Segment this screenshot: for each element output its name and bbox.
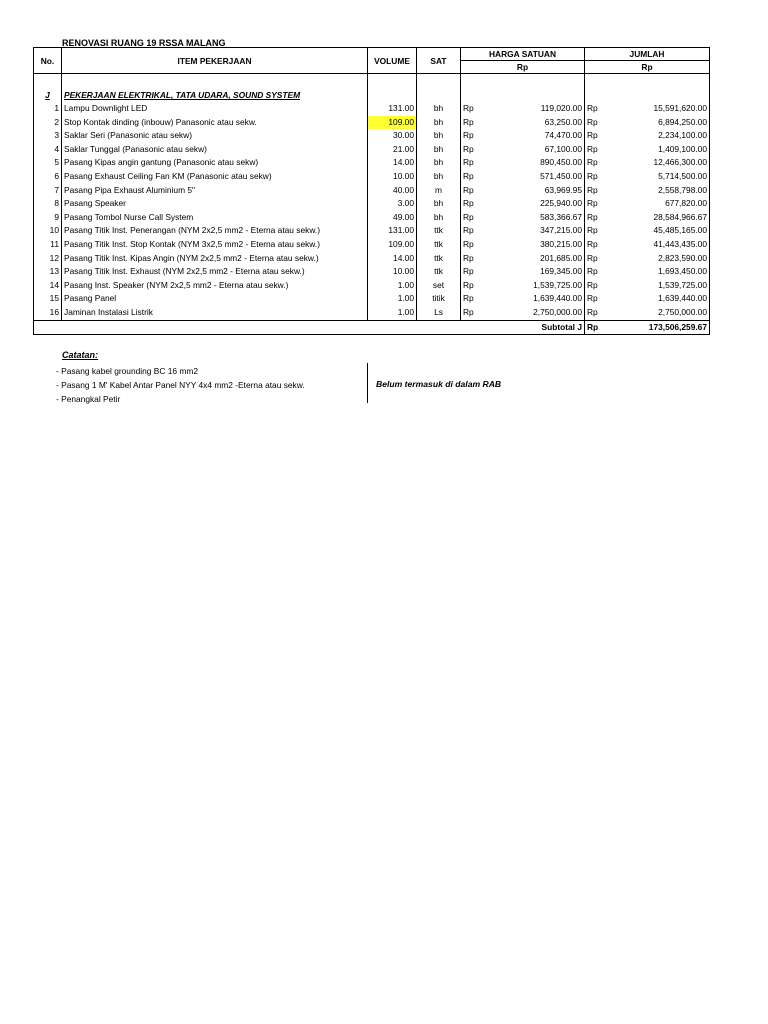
item-sat: ttk bbox=[417, 238, 461, 252]
table-row bbox=[34, 252, 710, 266]
item-volume: 109.00 bbox=[368, 238, 417, 252]
item-name: Pasang Titik Inst. Exhaust (NYM 2x2,5 mm2 - Eterna atau sekw.) bbox=[62, 265, 368, 279]
table-row bbox=[34, 238, 710, 252]
item-name: Pasang Titik Inst. Penerangan (NYM 2x2,5 mm2 - Eterna atau sekw.) bbox=[62, 224, 368, 238]
rab-table bbox=[33, 47, 710, 335]
total-currency: Rp bbox=[587, 116, 598, 127]
item-price: 119,020.00 bbox=[475, 102, 585, 116]
item-name: Pasang Titik Inst. Kipas Angin (NYM 2x2,5 mm2 - Eterna atau sekw.) bbox=[62, 252, 368, 266]
notes-divider bbox=[367, 363, 368, 403]
item-name: Pasang Pipa Exhaust Aluminium 5" bbox=[62, 184, 368, 198]
item-volume: 1.00 bbox=[368, 279, 417, 293]
item-sat: ttk bbox=[417, 224, 461, 238]
item-price: 1,639,440.00 bbox=[475, 292, 585, 306]
table-row bbox=[34, 156, 710, 170]
price-currency: Rp bbox=[463, 293, 474, 304]
item-price: 201,685.00 bbox=[475, 252, 585, 266]
item-no: 15 bbox=[34, 292, 62, 306]
item-total: 45,485,165.00 bbox=[599, 224, 710, 238]
total-currency: Rp bbox=[587, 252, 598, 263]
header-jumlah-rp: Rp bbox=[585, 61, 710, 74]
item-sat: bh bbox=[417, 102, 461, 116]
header-harga-satuan: HARGA SATUAN bbox=[461, 48, 585, 61]
item-no: 8 bbox=[34, 197, 62, 211]
item-sat: bh bbox=[417, 197, 461, 211]
total-currency: Rp bbox=[587, 143, 598, 154]
item-volume: 21.00 bbox=[368, 143, 417, 157]
item-price: 347,215.00 bbox=[475, 224, 585, 238]
price-currency: Rp bbox=[463, 225, 474, 236]
item-volume: 30.00 bbox=[368, 129, 417, 143]
total-currency: Rp bbox=[587, 279, 598, 290]
subtotal-currency: Rp bbox=[585, 320, 599, 334]
total-currency: Rp bbox=[587, 225, 598, 236]
total-currency: Rp bbox=[587, 266, 598, 277]
item-price: 890,450.00 bbox=[475, 156, 585, 170]
price-currency: Rp bbox=[463, 252, 474, 263]
header-sat: SAT bbox=[417, 48, 461, 74]
item-total: 1,693,450.00 bbox=[599, 265, 710, 279]
table-row bbox=[34, 143, 710, 157]
table-row bbox=[34, 211, 710, 225]
item-sat: set bbox=[417, 279, 461, 293]
item-volume: 131.00 bbox=[368, 102, 417, 116]
price-currency: Rp bbox=[463, 157, 474, 168]
total-currency: Rp bbox=[587, 157, 598, 168]
table-row bbox=[34, 279, 710, 293]
item-no: 7 bbox=[34, 184, 62, 198]
subtotal-row bbox=[34, 320, 710, 334]
item-price: 1,539,725.00 bbox=[475, 279, 585, 293]
header-item: ITEM PEKERJAAN bbox=[62, 48, 368, 74]
notes-title: Catatan: bbox=[62, 350, 99, 360]
item-no: 13 bbox=[34, 265, 62, 279]
price-currency: Rp bbox=[463, 198, 474, 209]
table-row bbox=[34, 184, 710, 198]
rab-body bbox=[34, 74, 710, 335]
total-currency: Rp bbox=[587, 130, 598, 141]
item-total: 2,823,590.00 bbox=[599, 252, 710, 266]
item-name: Stop Kontak dinding (inbouw) Panasonic atau sekw. bbox=[62, 116, 368, 130]
table-row bbox=[34, 170, 710, 184]
price-currency: Rp bbox=[463, 170, 474, 181]
item-name: Saklar Tunggal (Panasonic atau sekw) bbox=[62, 143, 368, 157]
item-no: 6 bbox=[34, 170, 62, 184]
item-sat: bh bbox=[417, 143, 461, 157]
item-price: 2,750,000.00 bbox=[475, 306, 585, 320]
price-currency: Rp bbox=[463, 238, 474, 249]
item-total: 28,584,966.67 bbox=[599, 211, 710, 225]
item-name: Saklar Seri (Panasonic atau sekw) bbox=[62, 129, 368, 143]
item-no: 12 bbox=[34, 252, 62, 266]
item-total: 1,639,440.00 bbox=[599, 292, 710, 306]
item-volume: 109.00 bbox=[368, 116, 417, 130]
item-price: 67,100.00 bbox=[475, 143, 585, 157]
price-currency: Rp bbox=[461, 306, 475, 320]
price-currency: Rp bbox=[463, 279, 474, 290]
item-volume: 1.00 bbox=[368, 306, 417, 320]
table-row bbox=[34, 224, 710, 238]
item-price: 169,345.00 bbox=[475, 265, 585, 279]
item-total: 2,750,000.00 bbox=[599, 306, 710, 320]
total-currency: Rp bbox=[587, 238, 598, 249]
item-no: 10 bbox=[34, 224, 62, 238]
total-currency: Rp bbox=[587, 293, 598, 304]
total-currency: Rp bbox=[585, 306, 599, 320]
item-sat: m bbox=[417, 184, 461, 198]
item-total: 41,443,435.00 bbox=[599, 238, 710, 252]
notes bbox=[56, 350, 305, 406]
item-no: 16 bbox=[34, 306, 62, 320]
item-no: 14 bbox=[34, 279, 62, 293]
price-currency: Rp bbox=[463, 266, 474, 277]
item-total: 5,714,500.00 bbox=[599, 170, 710, 184]
item-volume: 14.00 bbox=[368, 252, 417, 266]
item-no: 2 bbox=[34, 116, 62, 130]
price-currency: Rp bbox=[463, 143, 474, 154]
table-row bbox=[34, 102, 710, 116]
item-volume: 1.00 bbox=[368, 292, 417, 306]
total-currency: Rp bbox=[587, 103, 598, 113]
price-currency: Rp bbox=[463, 116, 474, 127]
price-currency: Rp bbox=[463, 184, 474, 195]
item-total: 2,234,100.00 bbox=[599, 129, 710, 143]
item-sat: bh bbox=[417, 156, 461, 170]
section-row bbox=[34, 88, 710, 102]
item-sat: ttk bbox=[417, 252, 461, 266]
item-sat: titik bbox=[417, 292, 461, 306]
item-total: 677,820.00 bbox=[599, 197, 710, 211]
item-no: 3 bbox=[34, 129, 62, 143]
header-no: No. bbox=[34, 48, 62, 74]
table-row bbox=[34, 265, 710, 279]
notes-remark: Belum termasuk di dalam RAB bbox=[376, 379, 502, 389]
section-code: J bbox=[34, 88, 62, 102]
item-volume: 10.00 bbox=[368, 170, 417, 184]
item-name: Pasang Kipas angin gantung (Panasonic atau sekw) bbox=[62, 156, 368, 170]
header-harga-rp: Rp bbox=[461, 61, 585, 74]
item-price: 583,366.67 bbox=[475, 211, 585, 225]
item-name: Pasang Tombol Nurse Call System bbox=[62, 211, 368, 225]
item-name: Pasang Inst. Speaker (NYM 2x2,5 mm2 - Eterna atau sekw.) bbox=[62, 279, 368, 293]
item-sat: bh bbox=[417, 170, 461, 184]
table-row bbox=[34, 306, 710, 320]
item-sat: Ls bbox=[417, 306, 461, 320]
item-price: 63,250.00 bbox=[475, 116, 585, 130]
item-price: 380,215.00 bbox=[475, 238, 585, 252]
item-price: 63,969.95 bbox=[475, 184, 585, 198]
total-currency: Rp bbox=[587, 211, 598, 222]
section-label: PEKERJAAN ELEKTRIKAL, TATA UDARA, SOUND SYSTEM bbox=[62, 88, 368, 102]
item-no: 5 bbox=[34, 156, 62, 170]
item-total: 1,539,725.00 bbox=[599, 279, 710, 293]
item-no: 11 bbox=[34, 238, 62, 252]
item-total: 1,409,100.00 bbox=[599, 143, 710, 157]
table-row bbox=[34, 116, 710, 130]
note-item: - Penangkal Petir bbox=[56, 394, 121, 404]
item-total: 6,894,250.00 bbox=[599, 116, 710, 130]
item-volume: 3.00 bbox=[368, 197, 417, 211]
price-currency: Rp bbox=[463, 130, 474, 141]
total-currency: Rp bbox=[587, 170, 598, 181]
table-row bbox=[34, 129, 710, 143]
subtotal-label: Subtotal J bbox=[34, 320, 585, 334]
item-sat: bh bbox=[417, 129, 461, 143]
item-sat: bh bbox=[417, 116, 461, 130]
document-title: RENOVASI RUANG 19 RSSA MALANG bbox=[62, 38, 226, 48]
item-sat: ttk bbox=[417, 265, 461, 279]
total-currency: Rp bbox=[587, 184, 598, 195]
item-price: 225,940.00 bbox=[475, 197, 585, 211]
item-volume: 40.00 bbox=[368, 184, 417, 198]
price-currency: Rp bbox=[463, 103, 474, 113]
header-jumlah: JUMLAH bbox=[585, 48, 710, 61]
item-name: Pasang Titik Inst. Stop Kontak (NYM 3x2,5 mm2 - Eterna atau sekw.) bbox=[62, 238, 368, 252]
item-volume: 10.00 bbox=[368, 265, 417, 279]
subtotal-value: 173,506,259.67 bbox=[599, 320, 710, 334]
note-item: - Pasang 1 M' Kabel Antar Panel NYY 4x4 mm2 -Eterna atau sekw. bbox=[56, 380, 305, 390]
table-row bbox=[34, 292, 710, 306]
header-volume: VOLUME bbox=[368, 48, 417, 74]
item-volume: 49.00 bbox=[368, 211, 417, 225]
item-name: Pasang Exhaust Ceiling Fan KM (Panasonic atau sekw) bbox=[62, 170, 368, 184]
note-item: - Pasang kabel grounding BC 16 mm2 bbox=[56, 366, 198, 376]
item-price: 74,470.00 bbox=[475, 129, 585, 143]
item-total: 2,558,798.00 bbox=[599, 184, 710, 198]
item-total: 12,466,300.00 bbox=[599, 156, 710, 170]
item-name: Pasang Panel bbox=[62, 292, 368, 306]
item-no: 1 bbox=[34, 102, 62, 116]
item-sat: bh bbox=[417, 211, 461, 225]
item-volume: 14.00 bbox=[368, 156, 417, 170]
item-name: Pasang Speaker bbox=[62, 197, 368, 211]
item-volume: 131.00 bbox=[368, 224, 417, 238]
item-no: 9 bbox=[34, 211, 62, 225]
table-row bbox=[34, 197, 710, 211]
item-total: 15,591,620.00 bbox=[599, 102, 710, 116]
item-no: 4 bbox=[34, 143, 62, 157]
item-price: 571,450.00 bbox=[475, 170, 585, 184]
total-currency: Rp bbox=[587, 198, 598, 209]
price-currency: Rp bbox=[463, 211, 474, 222]
item-name: Jaminan Instalasi Listrik bbox=[62, 306, 368, 320]
item-name: Lampu Downlight LED bbox=[62, 102, 368, 116]
